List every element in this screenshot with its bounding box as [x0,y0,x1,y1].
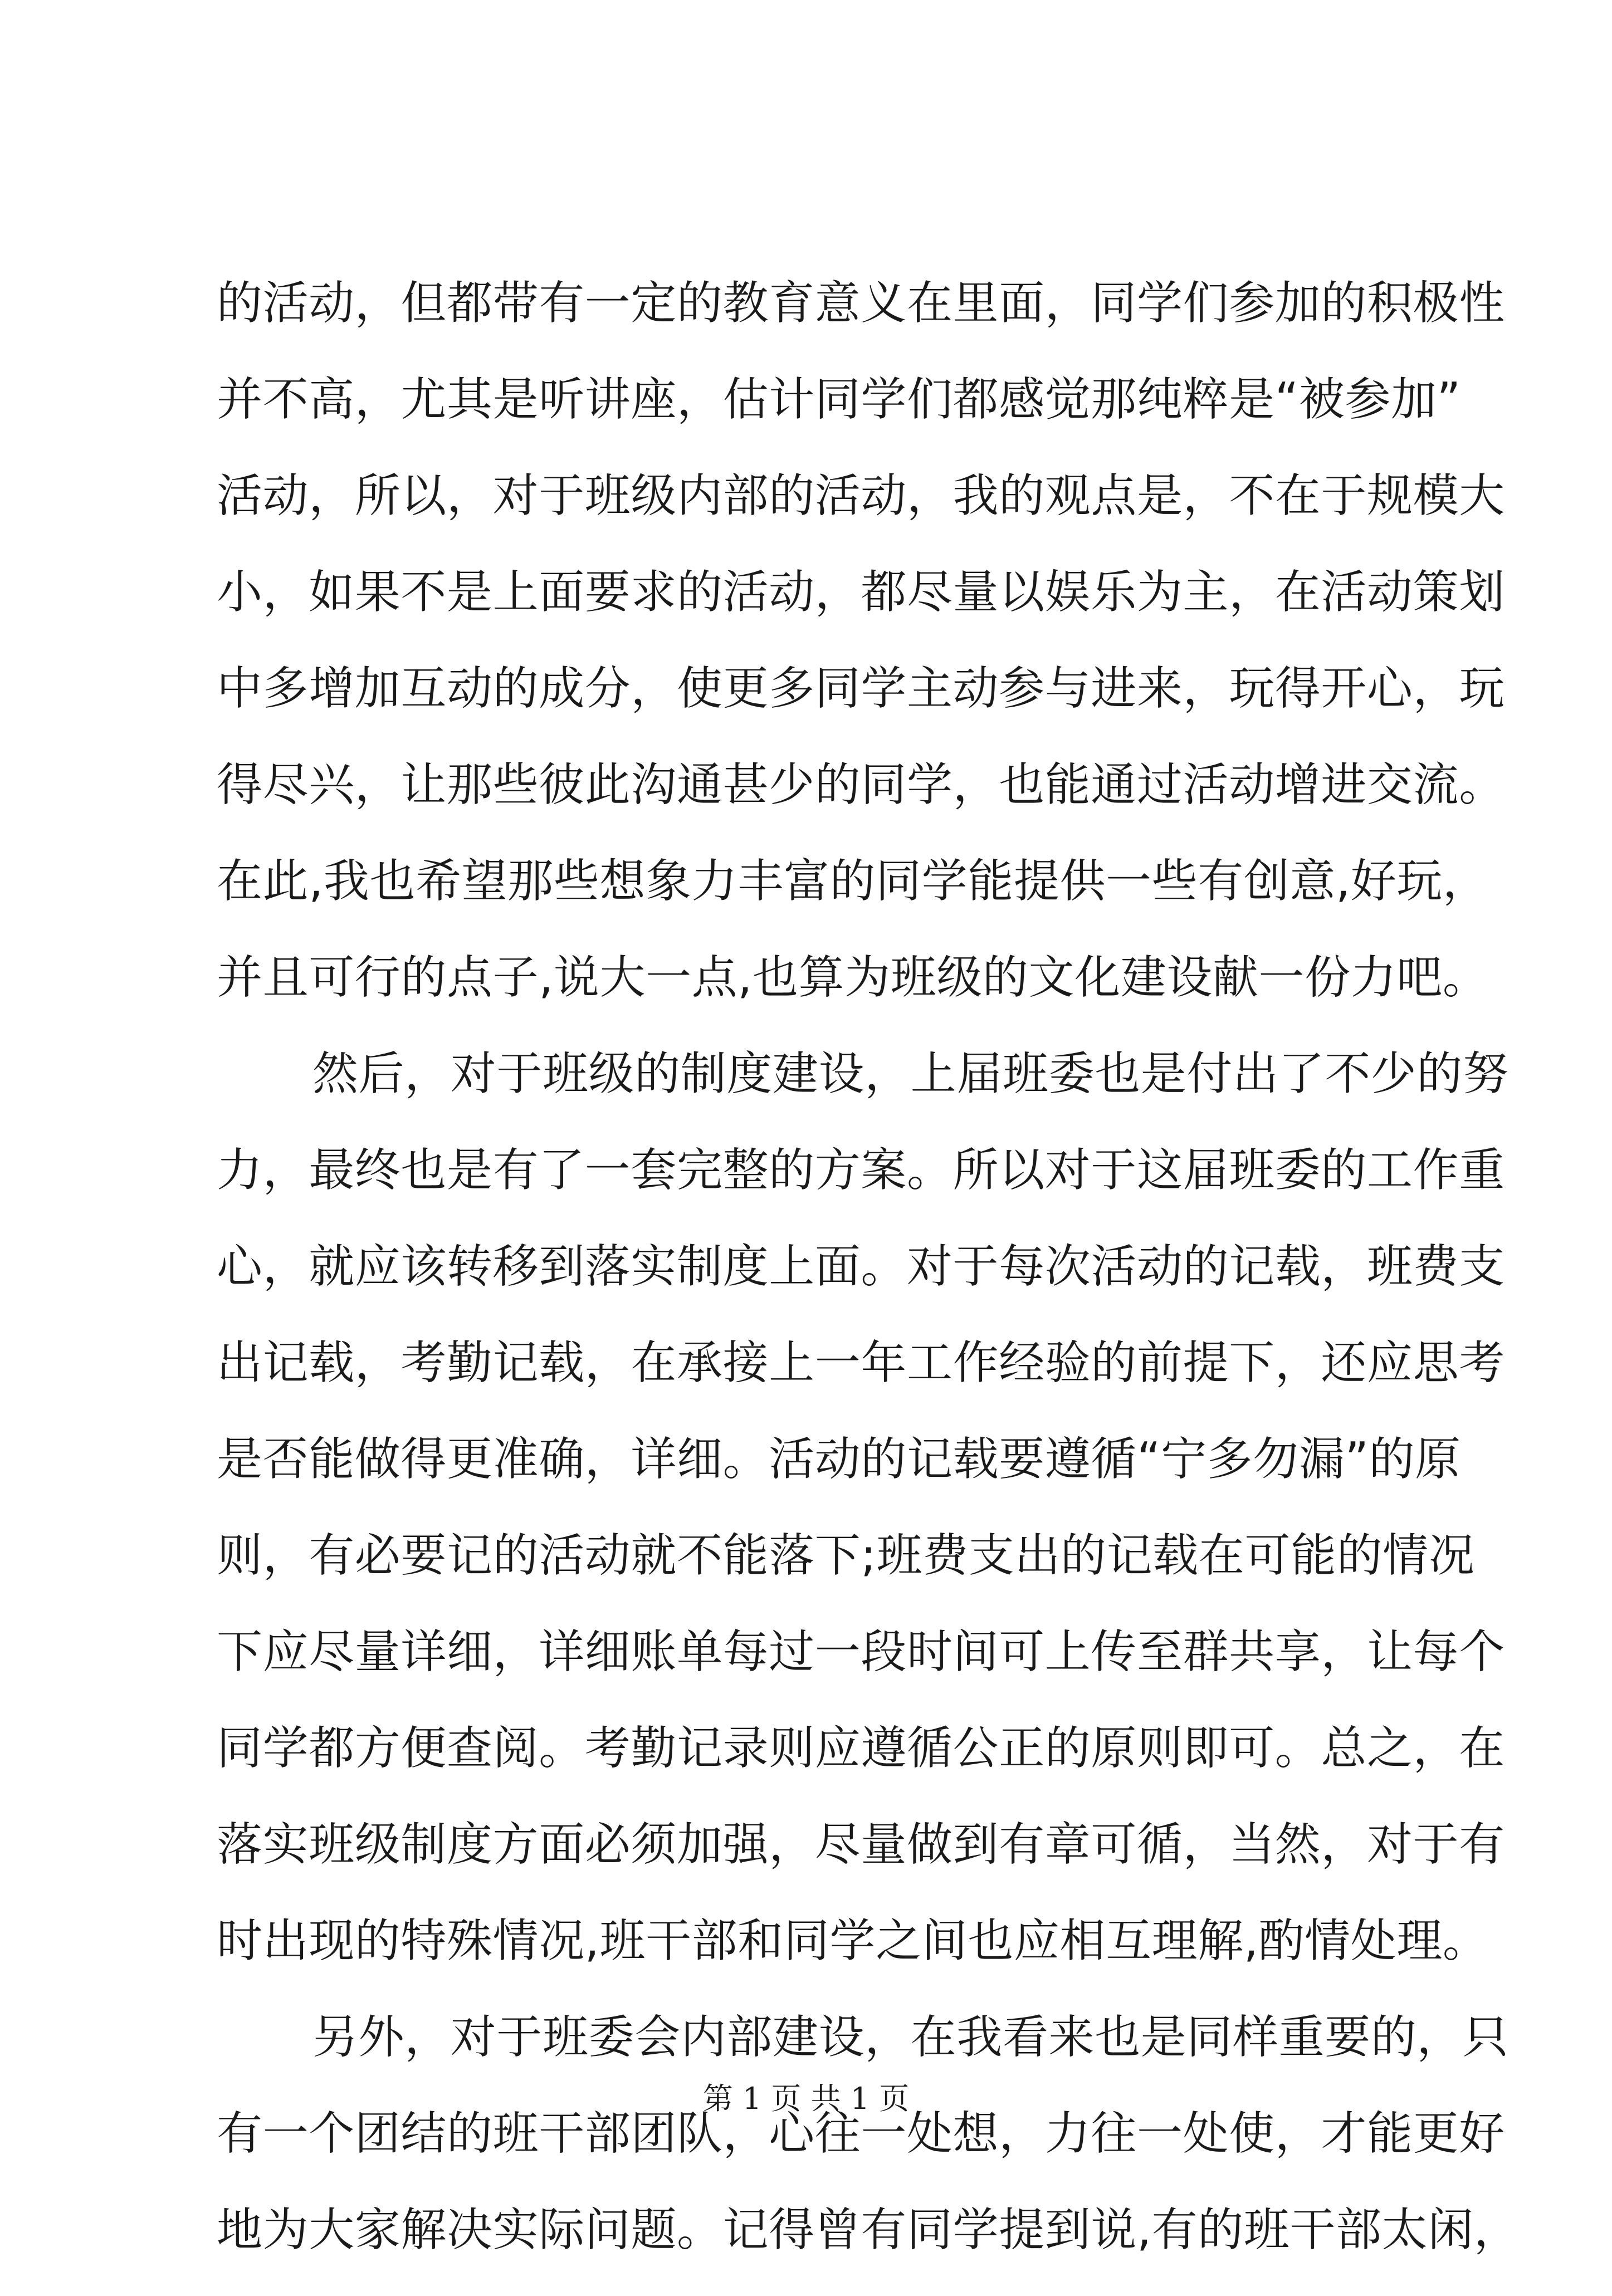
text-line: 出记载，考勤记载，在承接上一年工作经验的前提下，还应思考 [217,1337,1505,1389]
text-line: 在此,我也希望那些想象力丰富的同学能提供一些有创意,好玩， [217,855,1489,908]
text-line: 同学都方便查阅。考勤记录则应遵循公正的原则即可。总之，在 [217,1722,1505,1775]
page-number-footer: 第 1 页 共 1 页 [702,2081,910,2116]
text-line: 则，有必要记的活动就不能落下;班费支出的记载在可能的情况 [217,1529,1475,1582]
document-body [217,273,1520,2296]
text-line: 是否能做得更准确，详细。活动的记载要遵循“宁多勿漏”的原 [217,1433,1461,1486]
text-line: 有一个团结的班干部团队，心往一处想，力往一处使，才能更好 [217,2107,1505,2160]
text-line: 并且可行的点子,说大一点,也算为班级的文化建设献一份力吧。 [217,951,1489,1004]
text-line: 中多增加互动的成分，使更多同学主动参与进来，玩得开心，玩 [217,662,1505,715]
text-line: 落实班级制度方面必须加强，尽量做到有章可循，当然，对于有 [217,1818,1505,1871]
text-line: 下应尽量详细，详细账单每过一段时间可上传至群共享，让每个 [217,1626,1505,1678]
text-line: 心，就应该转移到落实制度上面。对于每次活动的记载，班费支 [217,1240,1505,1293]
text-line: 力，最终也是有了一套完整的方案。所以对于这届班委的工作重 [217,1144,1505,1197]
text-line: 活动，所以，对于班级内部的活动，我的观点是，不在于规模大 [217,469,1505,522]
paragraph-first-line: 另外，对于班委会内部建设，在我看来也是同样重要的，只 [312,2011,1509,2064]
text-line: 得尽兴，让那些彼此沟通甚少的同学，也能通过活动增进交流。 [217,758,1505,811]
text-line: 地为大家解决实际问题。记得曾有同学提到说,有的班干部太闲， [217,2204,1520,2256]
text-line: 的活动，但都带有一定的教育意义在里面，同学们参加的积极性 [217,277,1505,330]
paragraph-first-line: 然后，对于班级的制度建设，上届班委也是付出了不少的努 [312,1047,1509,1100]
text-line: 小，如果不是上面要求的活动，都尽量以娱乐为主，在活动策划 [217,566,1505,619]
text-line: 时出现的特殊情况,班干部和同学之间也应相互理解,酌情处理。 [217,1915,1489,1967]
text-line: 并不高，尤其是听讲座，估计同学们都感觉那纯粹是“被参加” [217,373,1461,426]
